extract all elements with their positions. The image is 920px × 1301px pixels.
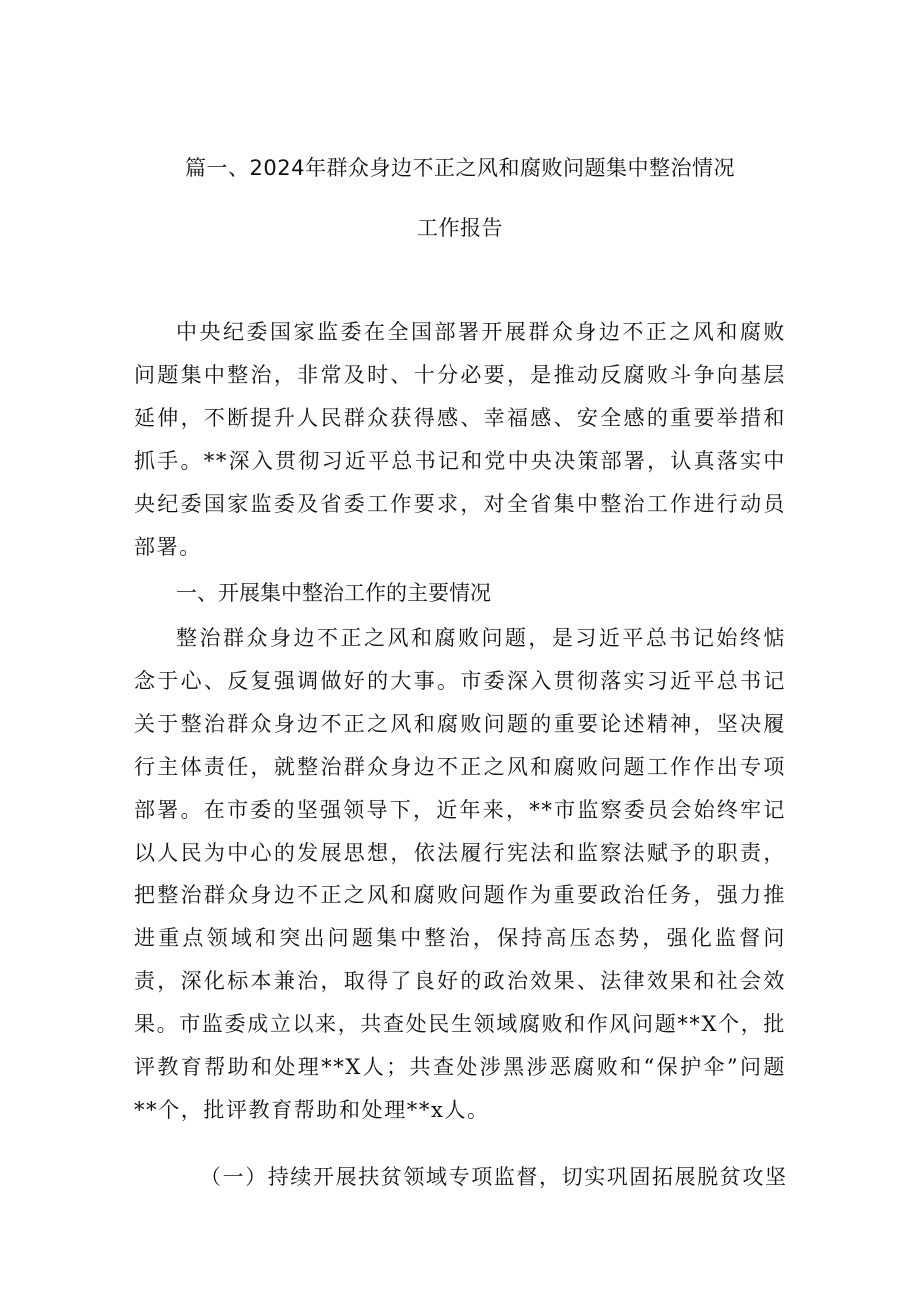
- document-title-line-2: 工作报告: [417, 216, 503, 240]
- document-title-line-1: 篇一、2024年群众身边不正之风和腐败问题集中整治情况: [185, 156, 735, 180]
- section-1-paragraph: 整治群众身边不正之风和腐败问题，是习近平总书记始终惦念于心、反复强调做好的大事。市委深入贯彻落实习近平总书记关于整治群众身边不正之风和腐败问题的重要论述精神，坚决履行主体责任，就整治群众身边不正之风和腐败问题工作作出专项部署。在市委的坚强领导下，近年来，**市监察委员会始终牢记以人民为中心的发展思想，依法履行宪法和监察法赋予的职责，把整治群众身边不正之风和腐败问题作为重要政治任务，强力推进重点领域和突出问题集中整治，保持高压态势，强化监督问责，深化标本兼治，取得了良好的政治效果、法律效果和社会效果。市监委成立以来，共查处民生领域腐败和作风问题**X个，批评教育帮助和处理**X人；共查处涉黑涉恶腐败和“保护伞”问题**个，批评教育帮助和处理**x人。: [134, 626, 786, 1122]
- intro-paragraph: 中央纪委国家监委在全国部署开展群众身边不正之风和腐败问题集中整治，非常及时、十分必要，是推动反腐败斗争向基层延伸，不断提升人民群众获得感、幸福感、安全感的重要举措和抓手。**深入贯彻习近平总书记和党中央决策部署，认真落实中央纪委国家监委及省委工作要求，对全省集中整治工作进行动员部署。: [134, 320, 786, 559]
- section-heading-1: 一、开展集中整治工作的主要情况: [176, 581, 491, 605]
- subsection-heading-1: （一）持续开展扶贫领域专项监督，切实巩固拓展脱贫攻坚: [200, 1165, 788, 1189]
